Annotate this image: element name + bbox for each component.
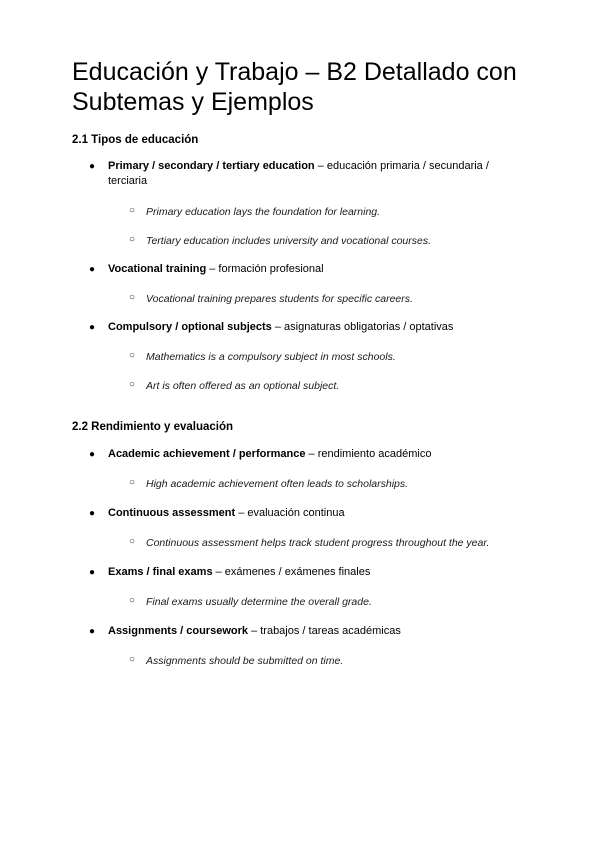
list-item bbox=[89, 624, 508, 639]
example-text: Primary education lays the foundation for learning. bbox=[146, 206, 381, 218]
example-item bbox=[129, 477, 526, 491]
bullet-icon: ● bbox=[89, 264, 96, 275]
sub-bullet-icon: ○ bbox=[129, 379, 136, 390]
translation: – trabajos / tareas académicas bbox=[248, 625, 401, 637]
sub-bullet-icon: ○ bbox=[129, 477, 136, 488]
bullet-icon: ● bbox=[89, 626, 96, 637]
list-item bbox=[89, 506, 508, 521]
sub-bullet-icon: ○ bbox=[129, 350, 136, 361]
sub-bullet-icon: ○ bbox=[129, 595, 136, 606]
list-item bbox=[89, 159, 508, 189]
translation: – educación primaria / secundaria / terciaria bbox=[108, 160, 489, 187]
example-item bbox=[129, 205, 526, 219]
list-item bbox=[89, 262, 508, 277]
translation: – exámenes / exámenes finales bbox=[212, 566, 371, 578]
term: Exams / final exams bbox=[108, 566, 213, 578]
example-text: Vocational training prepares students for specific careers. bbox=[146, 293, 413, 305]
example-text: Final exams usually determine the overall grade. bbox=[146, 596, 372, 608]
sub-bullet-icon: ○ bbox=[129, 536, 136, 547]
sub-bullet-icon: ○ bbox=[129, 654, 136, 665]
term: Assignments / coursework bbox=[108, 625, 248, 637]
list-item bbox=[89, 565, 508, 580]
example-text: Continuous assessment helps track student progress throughout the year. bbox=[146, 537, 490, 549]
example-text: Art is often offered as an optional subject. bbox=[146, 380, 340, 392]
example-text: High academic achievement often leads to scholarships. bbox=[146, 478, 409, 490]
bullet-icon: ● bbox=[89, 322, 96, 333]
bullet-icon: ● bbox=[89, 449, 96, 460]
translation: – evaluación continua bbox=[235, 507, 345, 519]
translation: – rendimiento académico bbox=[305, 448, 432, 460]
list-item bbox=[89, 320, 508, 335]
example-item bbox=[129, 595, 526, 609]
term: Continuous assessment bbox=[108, 507, 236, 519]
example-item bbox=[129, 536, 526, 550]
sub-bullet-icon: ○ bbox=[129, 205, 136, 216]
page-title: Educación y Trabajo – B2 Detallado con Subtemas y Ejemplos bbox=[72, 58, 517, 116]
example-item bbox=[129, 654, 526, 668]
translation: – asignaturas obligatorias / optativas bbox=[271, 321, 454, 333]
term: Academic achievement / performance bbox=[108, 448, 306, 460]
sub-bullet-icon: ○ bbox=[129, 234, 136, 245]
example-text: Mathematics is a compulsory subject in most schools. bbox=[146, 351, 396, 363]
example-text: Tertiary education includes university and vocational courses. bbox=[146, 235, 432, 247]
example-item bbox=[129, 234, 526, 248]
example-item bbox=[129, 350, 526, 364]
list-item bbox=[89, 447, 508, 462]
bullet-icon: ● bbox=[89, 161, 96, 172]
bullet-icon: ● bbox=[89, 567, 96, 578]
term: Vocational training bbox=[108, 263, 207, 275]
term: Compulsory / optional subjects bbox=[108, 321, 272, 333]
term: Primary / secondary / tertiary education bbox=[108, 160, 315, 172]
section-heading-2-1: 2.1 Tipos de educación bbox=[72, 134, 199, 146]
sub-bullet-icon: ○ bbox=[129, 292, 136, 303]
section-heading-2-2: 2.2 Rendimiento y evaluación bbox=[72, 421, 234, 433]
translation: – formación profesional bbox=[206, 263, 324, 275]
example-text: Assignments should be submitted on time. bbox=[146, 655, 344, 667]
example-item bbox=[129, 292, 526, 306]
bullet-icon: ● bbox=[89, 508, 96, 519]
example-item bbox=[129, 379, 526, 393]
